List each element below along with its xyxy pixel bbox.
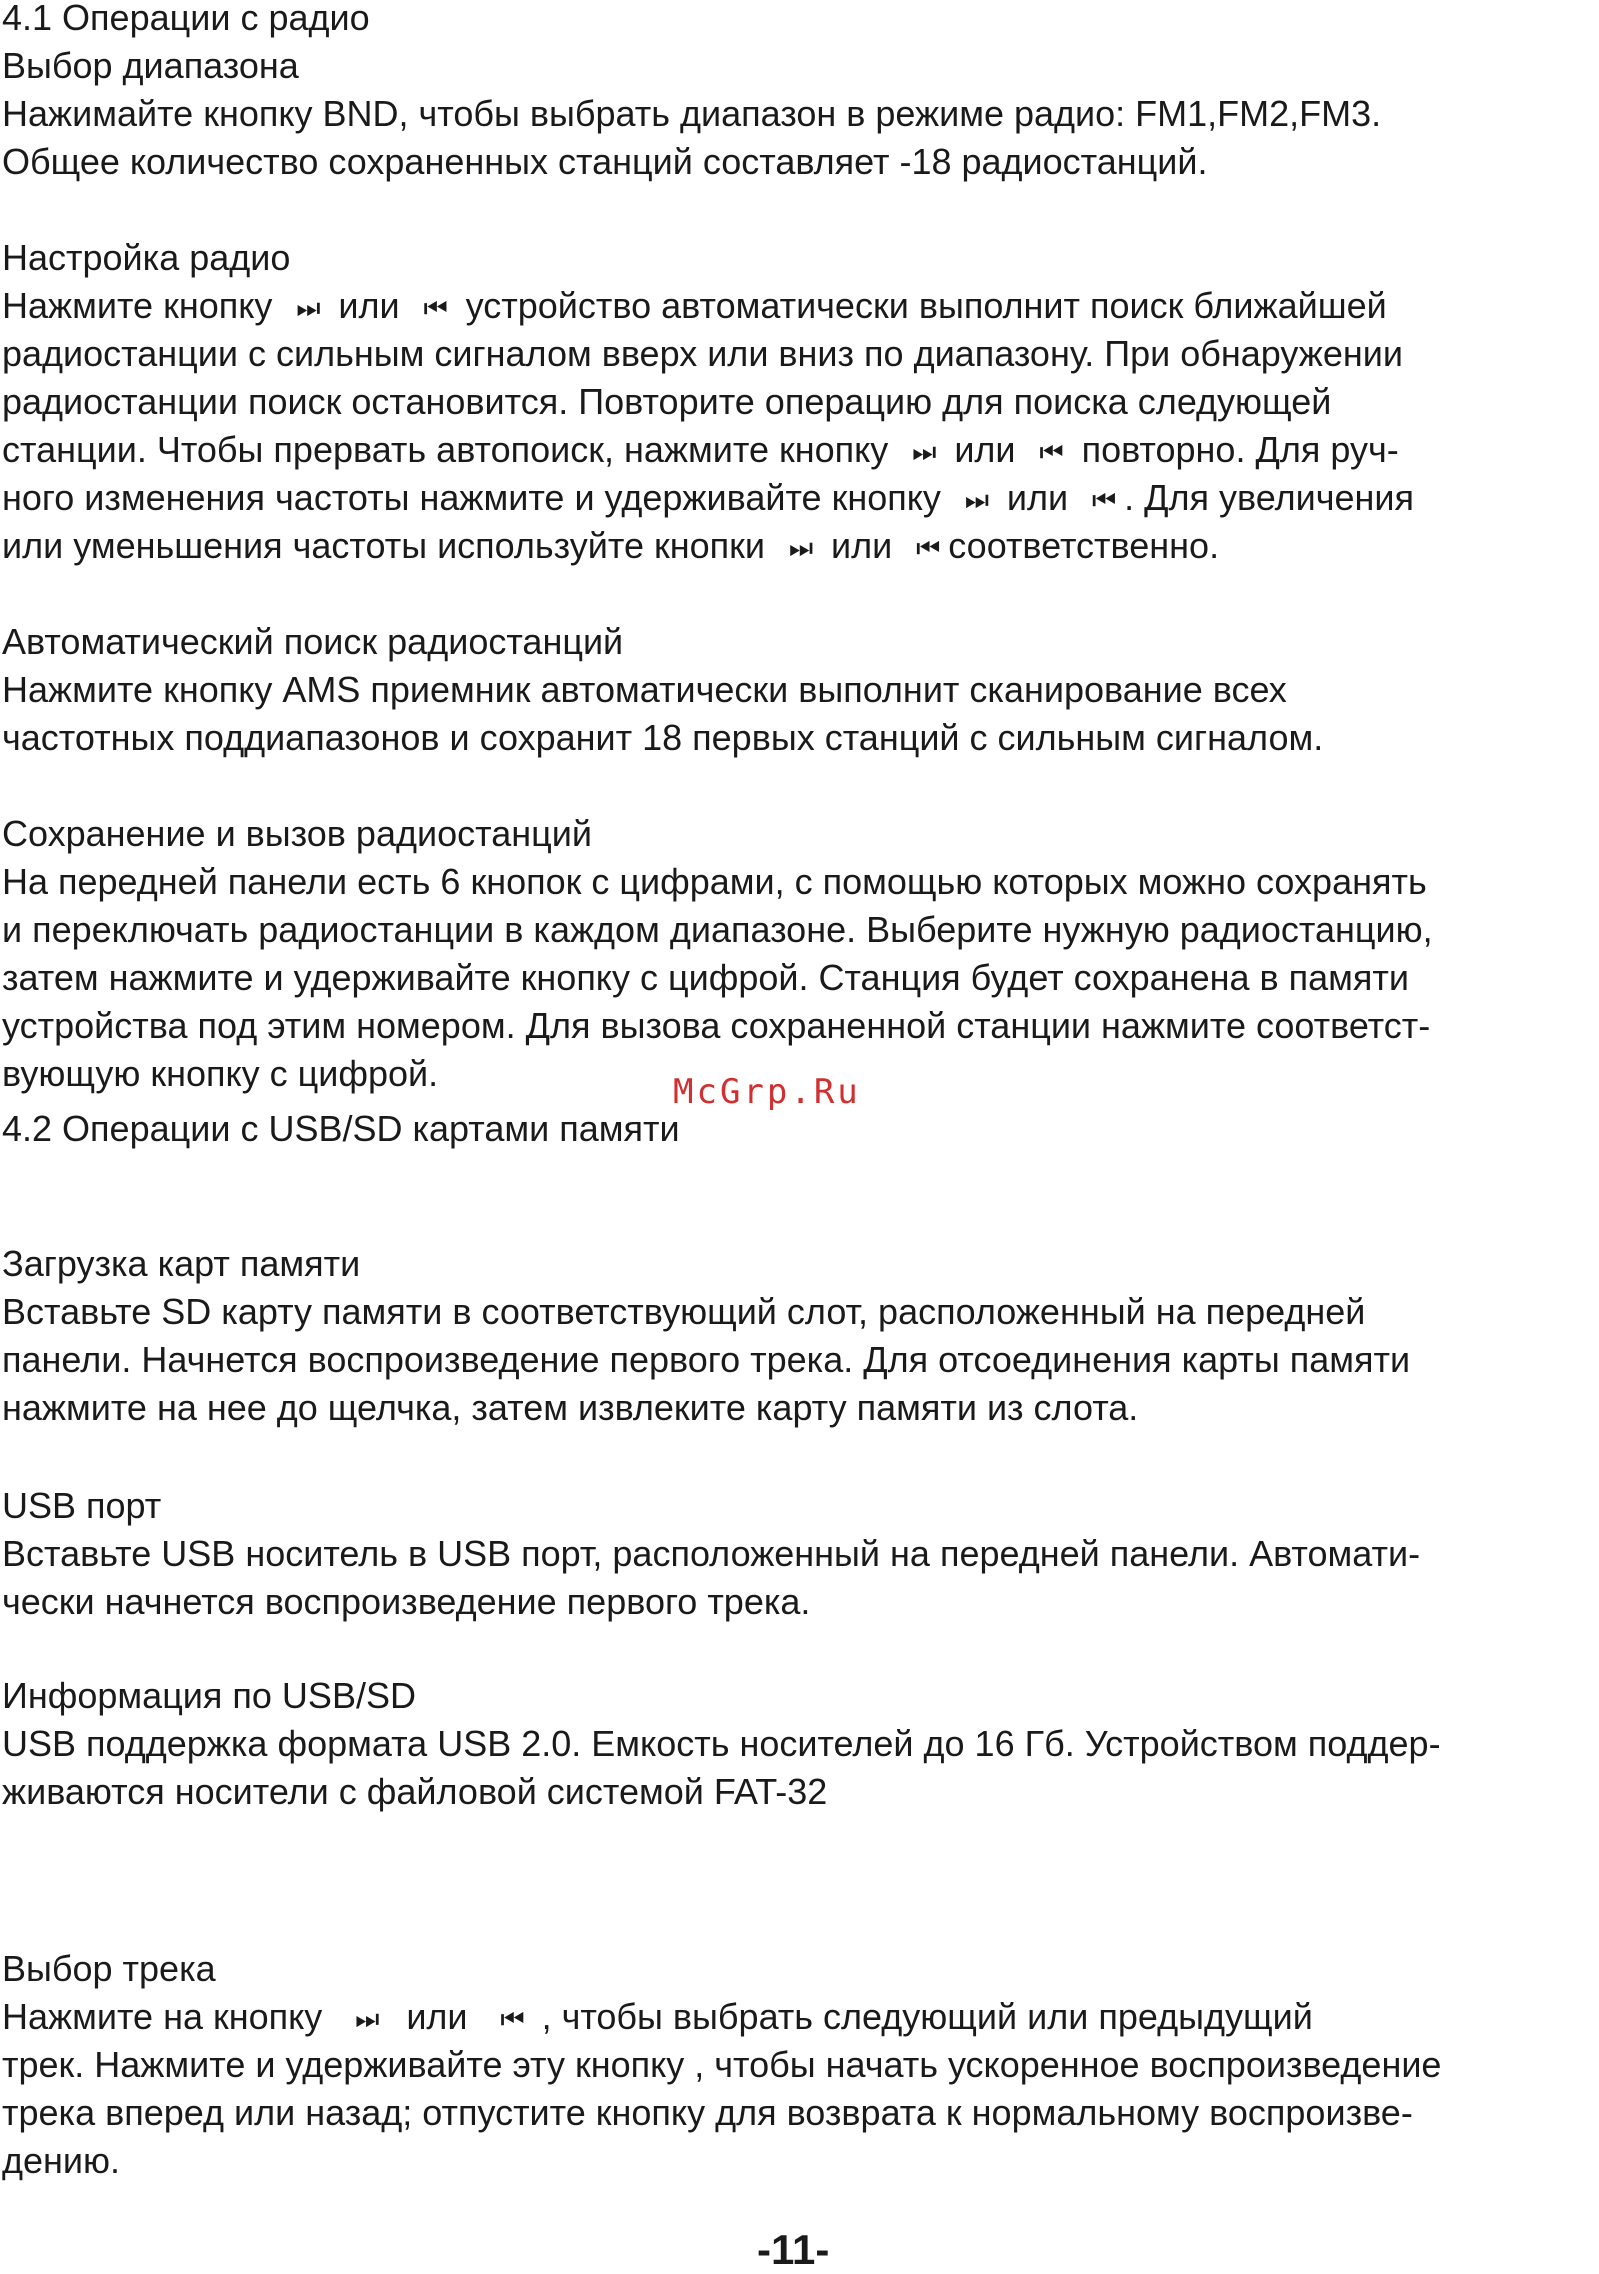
next-track-icon: ⏭ — [296, 293, 315, 324]
presets-text-1: На передней панели есть 6 кнопок с цифрами, с помощью которых можно сохранять — [2, 861, 1427, 902]
usb-text-1: Вставьте USB носитель в USB порт, расположенный на передней панели. Автомати- — [2, 1533, 1421, 1574]
band-title: Выбор диапазона — [2, 45, 299, 86]
prev-track-icon: ⏮ — [916, 533, 935, 564]
usb-title: USB порт — [2, 1485, 162, 1526]
info-text-1: USB поддержка формата USB 2.0. Емкость носителей до 16 Гб. Устройством поддер- — [2, 1723, 1441, 1764]
next-track-icon: ⏭ — [912, 437, 931, 468]
watermark: McGrp.Ru — [673, 1072, 861, 1112]
presets-text-2: и переключать радиостанции в каждом диапазоне. Выберите нужную радиостанцию, — [2, 909, 1433, 950]
tuning-text-5 — [2, 474, 1414, 525]
tuning-text-3: радиостанции поиск остановится. Повторите операцию для поиска следующей — [2, 381, 1332, 422]
cards-text-3: нажмите на нее до щелчка, затем извлеките карту памяти из слота. — [2, 1387, 1139, 1428]
text-segment: повторно. Для руч- — [1081, 429, 1399, 470]
cards-text-2: панели. Начнется воспроизведение первого трека. Для отсоединения карты памяти — [2, 1339, 1411, 1380]
ams-text-1: Нажмите кнопку AMS приемник автоматически выполнит сканирование всех — [2, 669, 1287, 710]
info-title: Информация по USB/SD — [2, 1675, 416, 1716]
text-segment: или — [831, 525, 893, 566]
next-track-icon: ⏭ — [788, 533, 808, 564]
band-text-1: Нажимайте кнопку BND, чтобы выбрать диапазон в режиме радио: FM1,FM2,FM3. — [2, 93, 1382, 134]
text-segment: Нажмите кнопку — [2, 285, 273, 326]
ams-text-2: частотных поддиапазонов и сохранит 18 первых станций с сильным сигналом. — [2, 717, 1324, 758]
prev-track-icon: ⏮ — [1092, 485, 1111, 516]
info-text-2: живаются носители с файловой системой FAT-32 — [2, 1771, 828, 1812]
text-segment: соответственно. — [948, 525, 1220, 566]
prev-track-icon: ⏮ — [500, 2004, 519, 2035]
section-heading-radio: 4.1 Операции с радио — [2, 0, 370, 38]
text-segment: или — [954, 429, 1016, 470]
ams-title: Автоматический поиск радиостанций — [2, 621, 624, 662]
text-segment: или — [1006, 477, 1069, 518]
tuning-title: Настройка радио — [2, 237, 291, 278]
text-segment: ного изменения частоты нажмите и удерживайте кнопку — [2, 477, 941, 518]
band-text-2: Общее количество сохраненных станций составляет -18 радиостанций. — [2, 141, 1208, 182]
next-track-icon: ⏭ — [964, 485, 984, 516]
section-heading-usb-sd: 4.2 Операции с USB/SD картами памяти — [2, 1108, 680, 1149]
tuning-text-1 — [2, 282, 1387, 333]
text-segment: или — [406, 1996, 468, 2037]
cards-title: Загрузка карт памяти — [2, 1243, 361, 1284]
presets-text-3: затем нажмите и удерживайте кнопку с цифрой. Станция будет сохранена в памяти — [2, 957, 1409, 998]
track-text-2: трек. Нажмите и удерживайте эту кнопку , чтобы начать ускоренное воспроизведение — [2, 2044, 1442, 2085]
tuning-text-4 — [2, 426, 1399, 477]
tuning-text-6 — [2, 522, 1219, 573]
presets-text-4: устройства под этим номером. Для вызова сохраненной станции нажмите соответст- — [2, 1005, 1431, 1046]
track-title: Выбор трека — [2, 1948, 216, 1989]
text-segment: станции. Чтобы прервать автопоиск, нажмите кнопку — [2, 429, 889, 470]
cards-text-1: Вставьте SD карту памяти в соответствующий слот, расположенный на передней — [2, 1291, 1366, 1332]
track-text-1 — [2, 1993, 1313, 2044]
usb-text-2: чески начнется воспроизведение первого трека. — [2, 1581, 811, 1622]
presets-title: Сохранение и вызов радиостанций — [2, 813, 592, 854]
track-text-4: дению. — [2, 2140, 121, 2181]
text-segment: устройство автоматически выполнит поиск ближайшей — [465, 285, 1387, 326]
text-segment: Нажмите на кнопку — [2, 1996, 323, 2037]
text-segment: . Для увеличения — [1124, 477, 1414, 518]
presets-text-5: вующую кнопку с цифрой. — [2, 1053, 439, 1094]
prev-track-icon: ⏮ — [1039, 437, 1058, 468]
tuning-text-2: радиостанции с сильным сигналом вверх или вниз по диапазону. При обнаружении — [2, 333, 1403, 374]
text-segment: или уменьшения частоты используйте кнопки — [2, 525, 765, 566]
page-number: -11- — [757, 2226, 830, 2273]
prev-track-icon: ⏮ — [423, 293, 442, 324]
next-track-icon: ⏭ — [355, 2004, 374, 2035]
text-segment: , чтобы выбрать следующий или предыдущий — [541, 1996, 1313, 2037]
text-segment: или — [338, 285, 400, 326]
track-text-3: трека вперед или назад; отпустите кнопку для возврата к нормальному воспроизве- — [2, 2092, 1413, 2133]
